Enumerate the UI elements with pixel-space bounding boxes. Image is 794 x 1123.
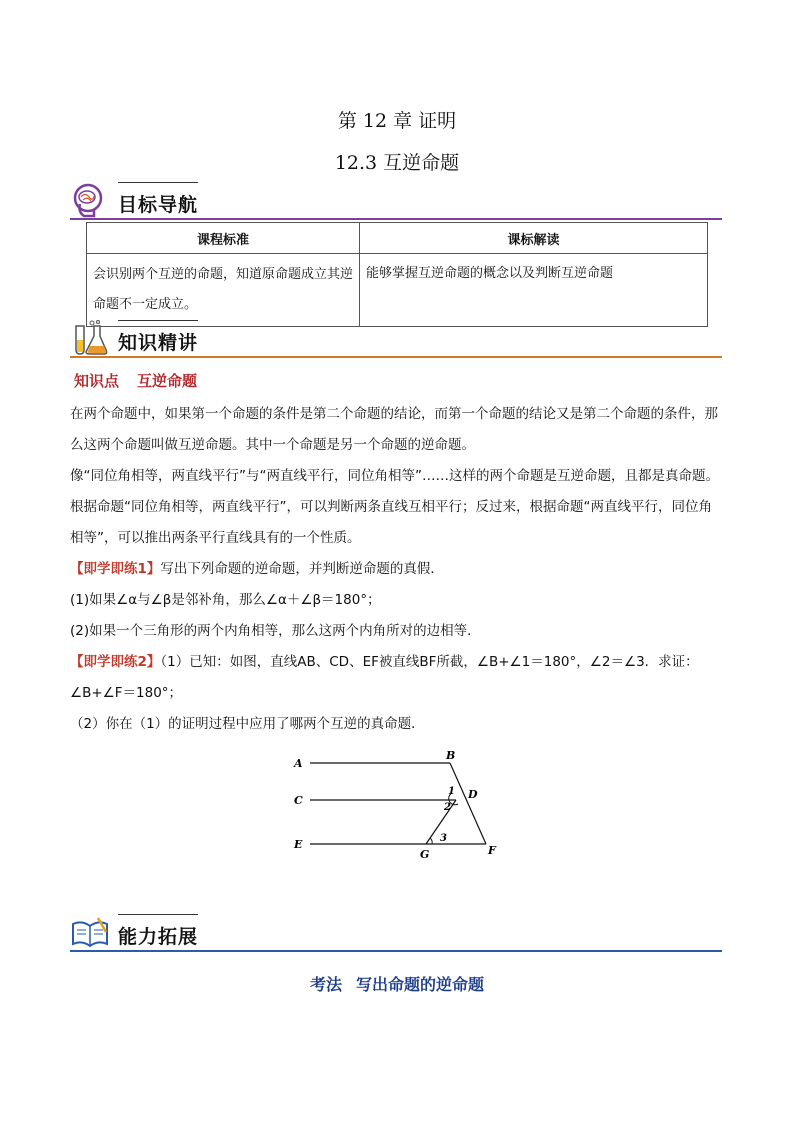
section-divider	[70, 950, 722, 952]
section-divider	[70, 218, 722, 220]
flask-icon	[70, 320, 110, 356]
method-label: 考法	[309, 975, 342, 994]
exercise-1-tag: 【即学即练1】	[70, 561, 161, 577]
chapter-title: 第 12 章 证明	[337, 110, 457, 132]
exercise-1-item: (1)如果∠α与∠β是邻补角，那么∠α＋∠β＝180°；	[70, 592, 381, 608]
angle-label-1: 1	[448, 786, 455, 797]
section-knowledge-heading: 知识精讲	[118, 332, 199, 354]
label-E: E	[294, 838, 303, 851]
knowledge-content	[70, 399, 722, 740]
table-cell-standard: 会识别两个互逆的命题，知道原命题成立其逆命题不一定成立。	[87, 254, 360, 327]
section-knowledge-header	[70, 318, 722, 358]
angle-label-2: 2	[444, 802, 451, 813]
paragraph: 在两个命题中，如果第一个命题的条件是第二个命题的结论，而第一个命题的结论又是第二个命题的条件，那么这两个命题叫做互逆命题。其中一个命题是另一个命题的逆命题。	[70, 406, 718, 453]
label-D: D	[468, 788, 478, 801]
exercise-2-item: （2）你在（1）的证明过程中应用了哪两个互逆的真命题．	[70, 716, 425, 732]
table-cell-interpretation: 能够掌握互逆命题的概念以及判断互逆命题	[360, 254, 708, 327]
method-name: 写出命题的逆命题	[356, 975, 485, 994]
label-A: A	[294, 757, 303, 770]
table-header-interpretation: 课标解读	[360, 223, 708, 254]
exercise-2	[70, 647, 722, 709]
exercise-1-prompt: 写出下列命题的逆命题，并判断逆命题的真假．	[160, 561, 444, 577]
section-title: 12.3 互逆命题	[334, 152, 460, 174]
angle-label-3: 3	[440, 833, 447, 844]
exercise-1	[70, 554, 722, 585]
knowledge-point-title	[74, 370, 197, 391]
knowledge-point-label: 知识点	[74, 372, 120, 390]
section-ability-header	[70, 912, 722, 952]
geometry-figure	[290, 748, 510, 868]
label-B: B	[446, 749, 456, 762]
label-G: G	[420, 848, 430, 861]
section-divider	[70, 356, 722, 358]
knowledge-point-name: 互逆命题	[137, 372, 198, 390]
method-title	[0, 972, 794, 995]
exercise-2-prompt: （1）已知：如图，直线AB、CD、EF被直线BF所截，∠B+∠1＝180°，∠2＝∠3．求证：∠B+∠F＝180°；	[70, 654, 699, 701]
section-ability-heading: 能力拓展	[118, 926, 199, 948]
exercise-1-item: (2)如果一个三角形的两个内角相等，那么这两个内角所对的边相等．	[70, 623, 481, 639]
section-goal-header	[70, 180, 722, 220]
brain-icon	[70, 182, 110, 218]
standards-table	[86, 222, 708, 327]
label-C: C	[294, 794, 303, 807]
section-goal-heading: 目标导航	[118, 194, 199, 216]
paragraph: 像“同位角相等，两直线平行”与“两直线平行，同位角相等”……这样的两个命题是互逆命题，且都是真命题。根据命题“同位角相等，两直线平行”，可以判断两条直线互相平行；反过来，根据命题“两直线平行，同位角相等”，可以推出两条平行直线具有的一个性质。	[70, 468, 719, 546]
label-F: F	[488, 844, 496, 857]
table-row	[87, 254, 708, 327]
exercise-2-tag: 【即学即练2】	[70, 654, 161, 670]
book-icon	[70, 914, 110, 950]
table-header-standard: 课程标准	[87, 223, 360, 254]
